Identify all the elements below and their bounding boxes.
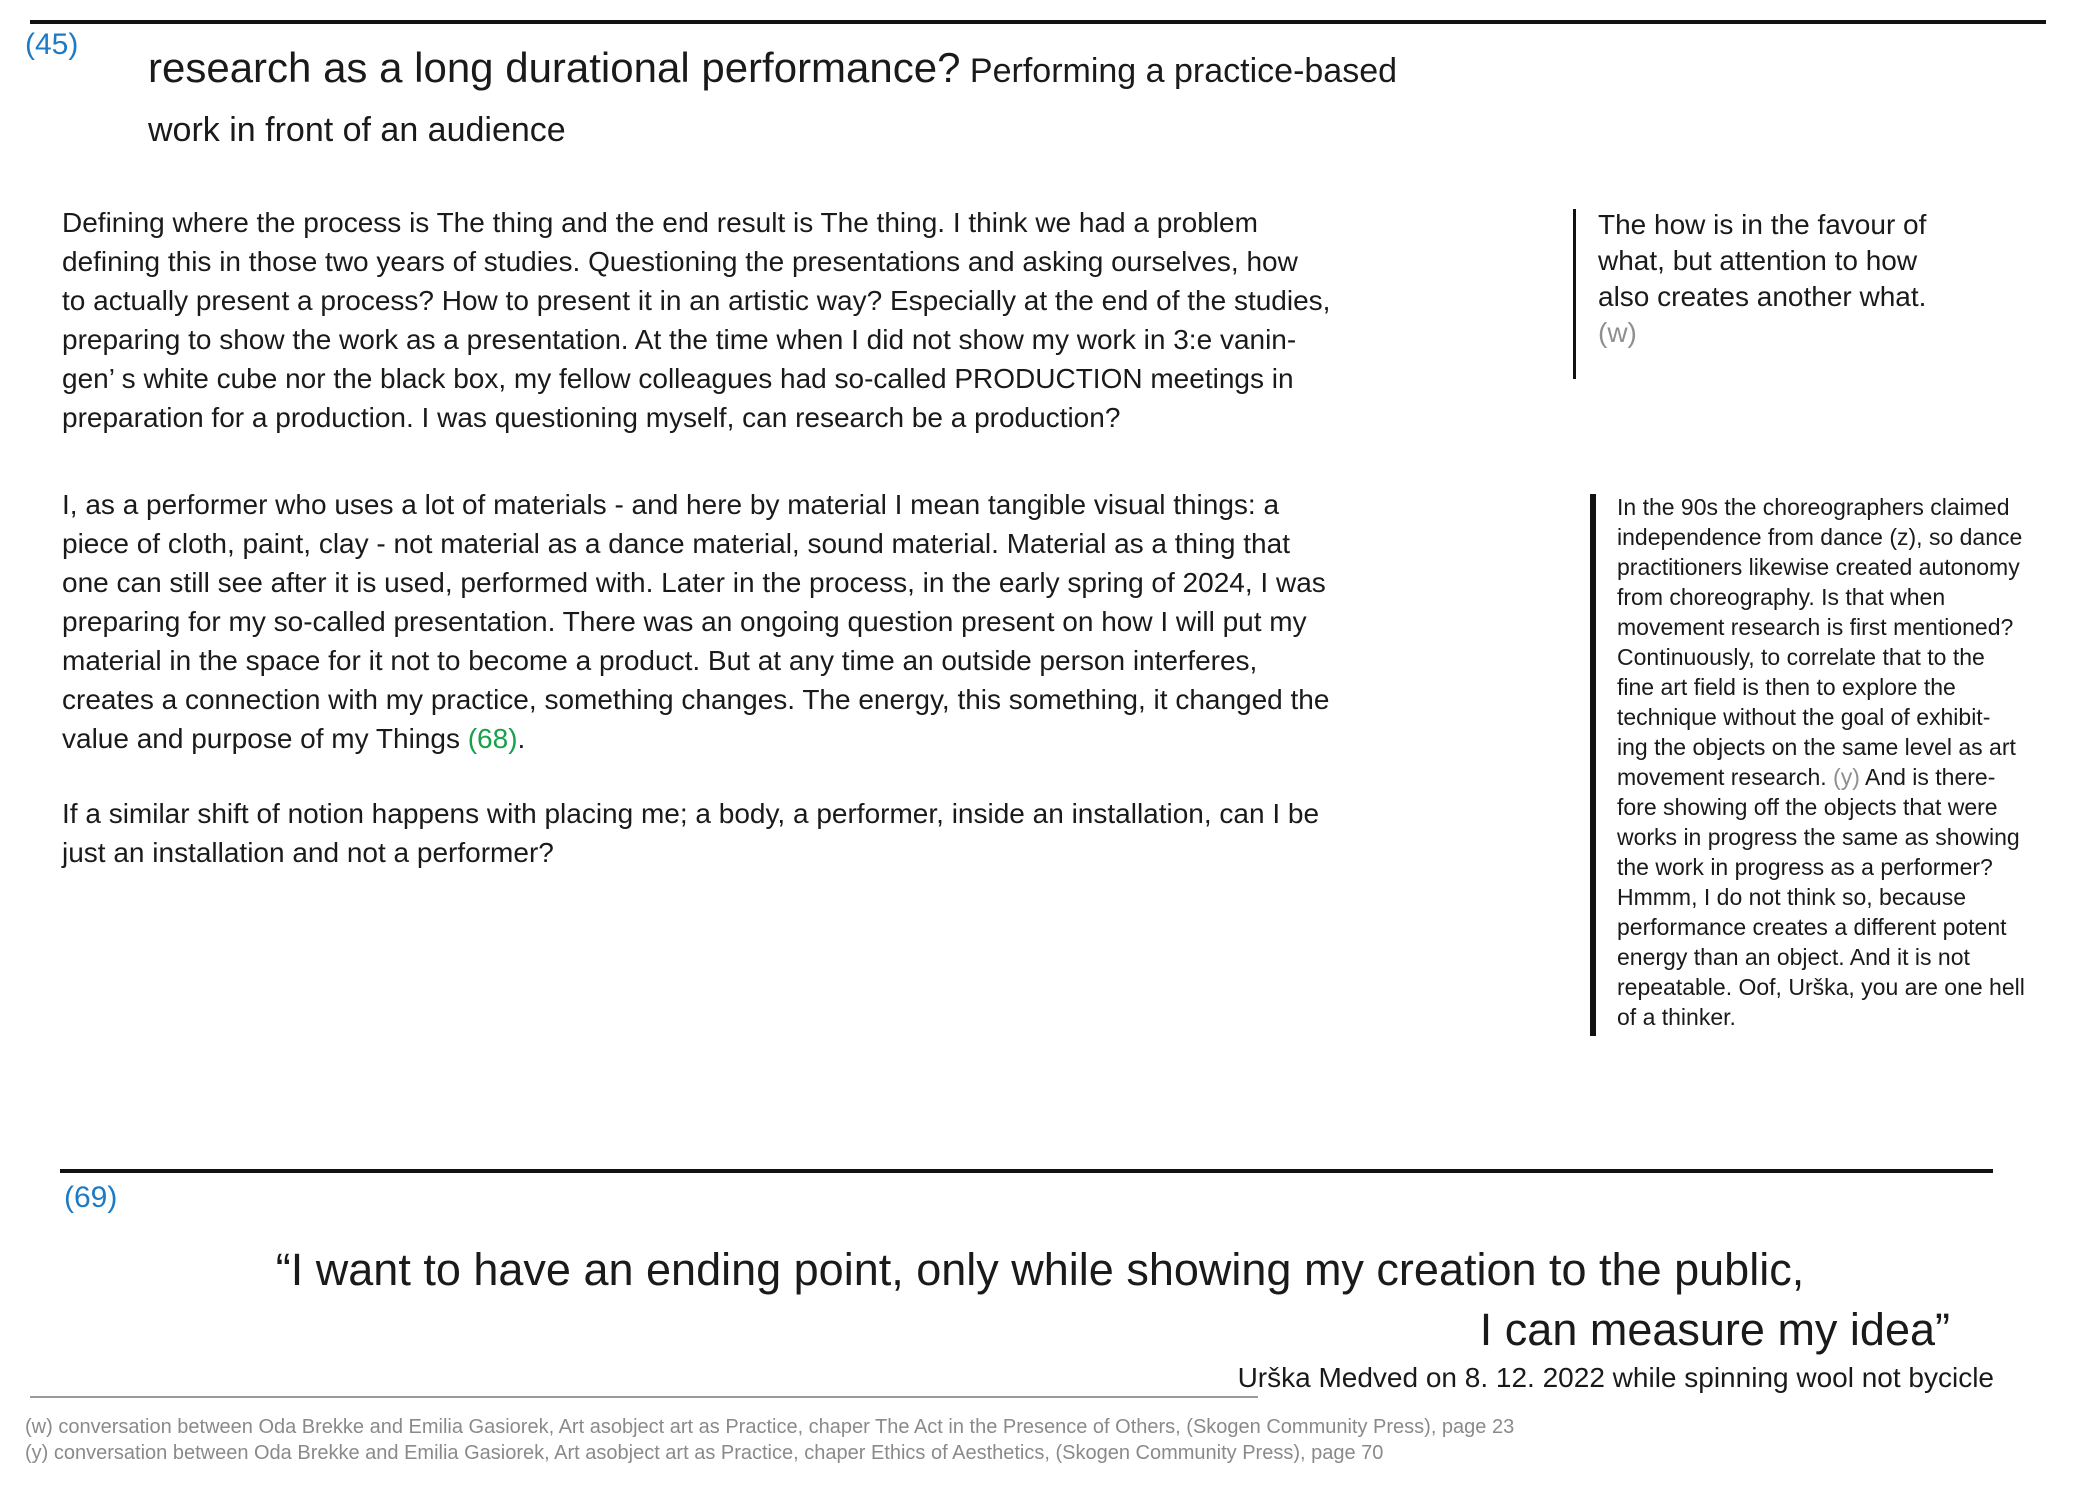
margin-note-line: energy than an object. And it is not [1617,944,1970,970]
margin-note-line: practitioners likewise created autonomy [1617,554,2020,580]
margin-note-line: also creates another what. [1598,281,1927,312]
paragraph-text: value and purpose of my Things [62,723,468,754]
margin-note-line: repeatable. Oof, Urška, you are one hell [1617,974,2025,1000]
section-divider-rule [60,1169,1993,1173]
paragraph-line: just an installation and not a performer? [62,837,554,868]
footnotes [25,1414,1514,1466]
paragraph-line: defining this in those two years of studies. Questioning the presentations and asking ourselves, how [62,246,1298,277]
margin-note-line: Hmmm, I do not think so, because [1617,884,1966,910]
margin-note-2-text [1617,492,2025,1032]
paragraph-line: one can still see after it is used, performed with. Later in the process, in the early spring of 2024, I was [62,567,1326,598]
footnote-ref-w: (w) [1598,317,1637,348]
margin-note-2 [1590,492,2025,1032]
pull-quote [0,1240,2080,1396]
margin-note-1-bar [1573,209,1576,379]
margin-note-line: technique without the goal of exhibit- [1617,704,1991,730]
pull-quote-line1: “I want to have an ending point, only while showing my creation to the public, [275,1244,1805,1295]
margin-note-1 [1573,207,1926,351]
figure-ref-68[interactable]: (68) [467,723,518,754]
margin-note-line: fore showing off the objects that were [1617,794,1998,820]
top-divider-rule [30,20,2046,24]
paragraph-line: preparing to show the work as a presentation. At the time when I did not show my work in 3:e vanin- [62,324,1297,355]
margin-note-line-with-ref [1617,762,2025,792]
margin-note-line: In the 90s the choreographers claimed [1617,494,2010,520]
margin-note-2-bar [1590,494,1596,1036]
paragraph-line: piece of cloth, paint, clay - not material as a dance material, sound material. Material as a thing that [62,528,1290,559]
paragraph-line: I, as a performer who uses a lot of materials - and here by material I mean tangible visual things: a [62,489,1280,520]
paragraph-1 [62,203,1562,437]
footnote-y: (y) conversation between Oda Brekke and Emilia Gasiorek, Art asobject art as Practice, chaper Ethics of Aesthetics, (Skogen Community Press), page 70 [25,1442,1384,1464]
page-title-main: research as a long durational performance? [148,44,961,91]
page-title-line1 [148,42,1397,104]
footnote-w: (w) conversation between Oda Brekke and Emilia Gasiorek, Art asobject art as Practice, chaper The Act in the Presence of Others, (Skogen Community Press), page 23 [25,1416,1515,1438]
page-title [148,42,1397,156]
margin-note-line: works in progress the same as showing [1617,824,2020,850]
page-number-ref-bottom[interactable]: (69) [64,1181,118,1214]
page-title-sub-part1: Performing a practice-based [960,52,1398,90]
paragraph-line: preparing for my so-called presentation. There was an ongoing question present on how I will put my [62,606,1307,637]
page-title-sub-part2: work in front of an audience [148,111,566,149]
paragraph-text: . [517,723,526,754]
paragraph-line: to actually present a process? How to present it in an artistic way? Especially at the end of the studies, [62,285,1331,316]
margin-note-line: fine art field is then to explore the [1617,674,1956,700]
margin-note-line: The how is in the favour of [1598,209,1927,240]
paragraph-3 [62,794,1562,872]
footnote-divider-rule [30,1396,1258,1398]
margin-note-line: the work in progress as a performer? [1617,854,1993,880]
margin-note-line: independence from dance (z), so dance [1617,524,2023,550]
paragraph-line: material in the space for it not to become a product. But at any time an outside person interferes, [62,645,1258,676]
pull-quote-line2: I can measure my idea” [1479,1304,1950,1355]
paragraph-line-with-ref [62,719,1562,758]
margin-note-line: from choreography. Is that when [1617,584,1946,610]
margin-note-text: And is there- [1859,764,1996,790]
margin-note-line: what, but attention to how [1598,245,1918,276]
margin-note-line: of a thinker. [1617,1004,1736,1030]
margin-note-line: Continuously, to correlate that to the [1617,644,1985,670]
footnote-ref-y: (y) [1833,764,1860,790]
margin-note-text: movement research. [1617,764,1834,790]
paragraph-line: If a similar shift of notion happens with placing me; a body, a performer, inside an installation, can I be [62,798,1320,829]
margin-note-line: performance creates a different potent [1617,914,2007,940]
paragraph-line: gen’ s white cube nor the black box, my fellow colleagues had so-called PRODUCTION meetings in [62,363,1294,394]
paragraph-line: Defining where the process is The thing and the end result is The thing. I think we had a problem [62,207,1258,238]
quote-attribution: Urška Medved on 8. 12. 2022 while spinning wool not bycicle [1237,1362,1994,1393]
margin-note-line: movement research is first mentioned? [1617,614,2014,640]
page-number-ref-top[interactable]: (45) [25,28,79,61]
margin-note-line: ing the objects on the same level as art [1617,734,2016,760]
main-text-column [62,203,1562,920]
paragraph-line: creates a connection with my practice, something changes. The energy, this something, it changed the [62,684,1330,715]
paragraph-line: preparation for a production. I was questioning myself, can research be a production? [62,402,1121,433]
paragraph-2 [62,485,1562,758]
margin-note-1-text [1598,207,1926,351]
